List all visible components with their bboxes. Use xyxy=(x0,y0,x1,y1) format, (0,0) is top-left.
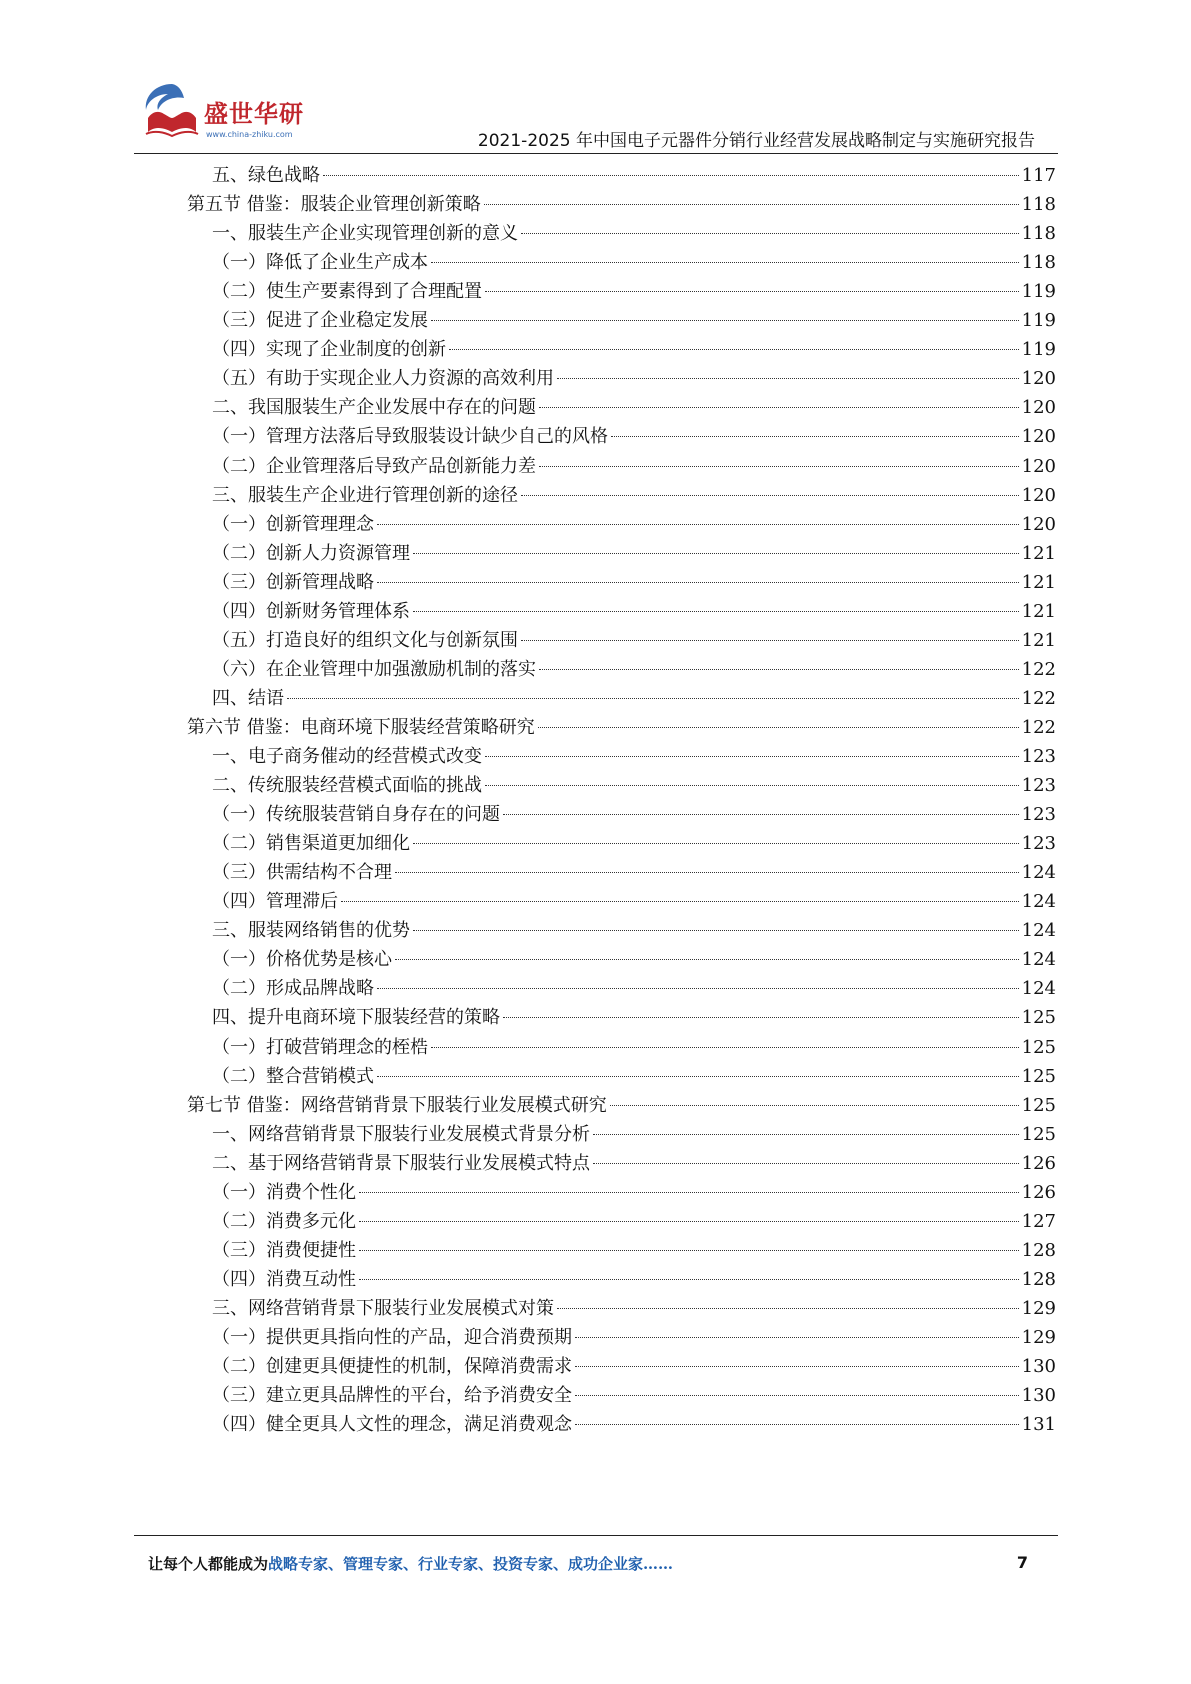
toc-dot-leader xyxy=(413,842,1019,844)
toc-entry-page: 130 xyxy=(1021,1385,1056,1407)
toc-entry[interactable] xyxy=(187,189,1056,220)
toc-entry[interactable] xyxy=(212,1322,1056,1353)
toc-entry-title: 四、提升电商环境下服装经营的策略 xyxy=(212,1007,500,1029)
toc-entry-title: （一）打破营销理念的桎梏 xyxy=(212,1036,428,1058)
toc-entry-page: 128 xyxy=(1021,1268,1056,1290)
toc-entry-page: 121 xyxy=(1021,571,1056,593)
toc-entry-title: 三、服装生产企业进行管理创新的途径 xyxy=(212,484,518,506)
toc-entry-title: （二）销售渠道更加细化 xyxy=(212,833,410,855)
toc-entry-title: （三）供需结构不合理 xyxy=(212,862,392,884)
toc-dot-leader xyxy=(359,1220,1019,1222)
toc-dot-leader xyxy=(485,290,1019,292)
toc-entry[interactable] xyxy=(212,1032,1056,1063)
toc-entry-title: 第五节 借鉴：服装企业管理创新策略 xyxy=(187,194,481,216)
toc-dot-leader xyxy=(377,1075,1019,1077)
footer-divider xyxy=(134,1535,1058,1536)
toc-dot-leader xyxy=(287,697,1019,699)
toc-entry-title: （一）传统服装营销自身存在的问题 xyxy=(212,804,500,826)
toc-entry[interactable] xyxy=(212,799,1056,830)
toc-entry[interactable] xyxy=(212,1177,1056,1208)
toc-dot-leader xyxy=(611,435,1019,437)
toc-entry-title: （三）创新管理战略 xyxy=(212,571,374,593)
toc-entry[interactable] xyxy=(212,828,1056,859)
toc-entry-title: 四、结语 xyxy=(212,687,284,709)
toc-entry-page: 127 xyxy=(1021,1210,1056,1232)
footer-motto-roles: 战略专家、管理专家、行业专家、投资专家、成功企业家…… xyxy=(268,1555,674,1573)
toc-entry-page: 120 xyxy=(1021,426,1056,448)
toc-entry-page: 125 xyxy=(1021,1007,1056,1029)
toc-dot-leader xyxy=(538,726,1019,728)
toc-entry-title: （一）管理方法落后导致服装设计缺少自己的风格 xyxy=(212,426,608,448)
logo-url: www.china-zhiku.com xyxy=(206,130,293,139)
toc-entry-page: 121 xyxy=(1021,600,1056,622)
toc-entry-title: （一）创新管理理念 xyxy=(212,513,374,535)
toc-dot-leader xyxy=(557,377,1019,379)
toc-entry-title: 二、传统服装经营模式面临的挑战 xyxy=(212,775,482,797)
toc-entry-page: 122 xyxy=(1021,716,1056,738)
toc-entry-title: 一、网络营销背景下服装行业发展模式背景分析 xyxy=(212,1123,590,1145)
page-number: 7 xyxy=(1016,1553,1028,1572)
toc-entry-title: （四）实现了企业制度的创新 xyxy=(212,339,446,361)
toc-dot-leader xyxy=(539,465,1019,467)
toc-entry-title: 三、网络营销背景下服装行业发展模式对策 xyxy=(212,1297,554,1319)
toc-entry[interactable] xyxy=(212,538,1056,569)
toc-entry[interactable] xyxy=(212,1061,1056,1092)
toc-entry-title: （二）整合营销模式 xyxy=(212,1065,374,1087)
toc-entry-title: 三、服装网络销售的优势 xyxy=(212,920,410,942)
toc-dot-leader xyxy=(377,523,1019,525)
toc-entry-page: 124 xyxy=(1021,949,1056,971)
toc-entry[interactable] xyxy=(212,857,1056,888)
toc-dot-leader xyxy=(431,261,1019,263)
toc-entry-title: （四）创新财务管理体系 xyxy=(212,600,410,622)
toc-dot-leader xyxy=(521,639,1019,641)
report-title: 2021-2025 年中国电子元器件分销行业经营发展战略制定与实施研究报告 xyxy=(477,131,1035,151)
footer-motto xyxy=(148,1553,673,1574)
toc-dot-leader xyxy=(539,406,1019,408)
toc-entry-page: 121 xyxy=(1021,629,1056,651)
toc-entry-title: （二）形成品牌战略 xyxy=(212,978,374,1000)
toc-entry-title: （一）降低了企业生产成本 xyxy=(212,252,428,274)
toc-dot-leader xyxy=(359,1249,1019,1251)
toc-entry[interactable] xyxy=(187,1090,1056,1121)
toc-dot-leader xyxy=(395,958,1019,960)
toc-entry-page: 126 xyxy=(1021,1152,1056,1174)
toc-entry[interactable] xyxy=(212,625,1056,656)
toc-entry[interactable] xyxy=(212,451,1056,482)
toc-entry[interactable] xyxy=(212,1380,1056,1411)
toc-dot-leader xyxy=(521,232,1019,234)
toc-entry[interactable] xyxy=(212,1206,1056,1237)
toc-entry[interactable] xyxy=(212,509,1056,540)
toc-dot-leader xyxy=(431,319,1019,321)
toc-entry[interactable] xyxy=(212,1002,1056,1033)
toc-dot-leader xyxy=(539,668,1019,670)
toc-entry-page: 120 xyxy=(1021,513,1056,535)
toc-entry[interactable] xyxy=(212,567,1056,598)
toc-entry-page: 125 xyxy=(1021,1036,1056,1058)
toc-entry-page: 120 xyxy=(1021,455,1056,477)
toc-entry-title: 五、绿色战略 xyxy=(212,165,320,186)
toc-entry-title: 一、服装生产企业实现管理创新的意义 xyxy=(212,223,518,245)
toc-entry[interactable] xyxy=(212,973,1056,1004)
company-logo xyxy=(138,80,338,150)
toc-entry[interactable] xyxy=(212,392,1056,423)
toc-entry-title: （五）打造良好的组织文化与创新氛围 xyxy=(212,629,518,651)
toc-entry[interactable] xyxy=(212,1351,1056,1382)
toc-entry-title: （三）消费便捷性 xyxy=(212,1239,356,1261)
toc-entry-title: （二）创新人力资源管理 xyxy=(212,542,410,564)
toc-entry-title: （四）管理滞后 xyxy=(212,891,338,913)
toc-entry-title: （二）创建更具便捷性的机制，保障消费需求 xyxy=(212,1356,572,1378)
toc-entry[interactable] xyxy=(212,1409,1056,1440)
toc-entry-title: （一）价格优势是核心 xyxy=(212,949,392,971)
toc-entry[interactable] xyxy=(212,1148,1056,1179)
toc-entry-page: 121 xyxy=(1021,542,1056,564)
logo-emblem-icon xyxy=(138,80,204,140)
toc-entry-title: （四）消费互动性 xyxy=(212,1268,356,1290)
toc-entry-page: 118 xyxy=(1021,223,1056,245)
toc-dot-leader xyxy=(485,755,1019,757)
logo-name: 盛世华研 xyxy=(204,100,304,128)
toc-entry-title: （二）使生产要素得到了合理配置 xyxy=(212,281,482,303)
toc-entry-page: 124 xyxy=(1021,978,1056,1000)
toc-dot-leader xyxy=(575,1394,1019,1396)
toc-entry-page: 129 xyxy=(1021,1327,1056,1348)
toc-entry-page: 122 xyxy=(1021,687,1056,709)
toc-dot-leader xyxy=(341,900,1019,902)
toc-entry-page: 122 xyxy=(1021,658,1056,680)
toc-entry[interactable] xyxy=(187,712,1056,743)
toc-dot-leader xyxy=(503,1016,1019,1018)
toc-dot-leader xyxy=(359,1191,1019,1193)
toc-entry[interactable] xyxy=(212,1235,1056,1266)
toc-entry[interactable] xyxy=(212,363,1056,394)
toc-entry-page: 123 xyxy=(1021,746,1056,767)
toc-entry[interactable] xyxy=(212,218,1056,249)
toc-entry[interactable] xyxy=(212,915,1056,946)
header-divider xyxy=(134,153,1058,154)
toc-dot-leader xyxy=(413,552,1019,554)
toc-dot-leader xyxy=(503,813,1019,815)
toc-entry[interactable] xyxy=(212,683,1056,714)
toc-dot-leader xyxy=(323,174,1019,176)
toc-entry-page: 124 xyxy=(1021,862,1056,884)
toc-entry[interactable] xyxy=(212,886,1056,917)
toc-dot-leader xyxy=(485,784,1019,786)
toc-entry-page: 128 xyxy=(1021,1239,1056,1261)
toc-entry-title: 第六节 借鉴：电商环境下服装经营策略研究 xyxy=(187,716,535,738)
toc-dot-leader xyxy=(449,348,1019,350)
toc-entry-title: （四）健全更具人文性的理念，满足消费观念 xyxy=(212,1414,572,1436)
toc-entry-page: 119 xyxy=(1021,339,1056,361)
toc-entry-page: 123 xyxy=(1021,833,1056,855)
toc-entry[interactable] xyxy=(212,480,1056,511)
toc-dot-leader xyxy=(377,987,1019,989)
toc-entry-page: 120 xyxy=(1021,397,1056,419)
toc-entry[interactable] xyxy=(212,944,1056,975)
toc-entry-title: 二、基于网络营销背景下服装行业发展模式特点 xyxy=(212,1152,590,1174)
toc-entry[interactable] xyxy=(212,1264,1056,1295)
toc-entry[interactable] xyxy=(212,276,1056,307)
toc-entry-title: （一）提供更具指向性的产品，迎合消费预期 xyxy=(212,1327,572,1348)
toc-entry[interactable] xyxy=(212,596,1056,627)
footer-motto-prefix: 让每个人都能成为 xyxy=(148,1555,269,1573)
toc-entry-page: 124 xyxy=(1021,920,1056,942)
toc-entry-page: 131 xyxy=(1021,1414,1056,1436)
toc-entry-title: （五）有助于实现企业人力资源的高效利用 xyxy=(212,368,554,390)
toc-dot-leader xyxy=(413,610,1019,612)
toc-dot-leader xyxy=(575,1423,1019,1425)
toc-entry-page: 123 xyxy=(1021,804,1056,826)
toc-entry[interactable] xyxy=(212,1119,1056,1150)
toc-dot-leader xyxy=(377,581,1019,583)
toc-entry-title: 一、电子商务催动的经营模式改变 xyxy=(212,746,482,767)
toc-entry-title: （三）促进了企业稳定发展 xyxy=(212,310,428,332)
toc-entry-page: 123 xyxy=(1021,775,1056,797)
toc-dot-leader xyxy=(484,203,1019,205)
toc-dot-leader xyxy=(431,1046,1019,1048)
toc-entry[interactable] xyxy=(212,421,1056,452)
toc-entry-title: 二、我国服装生产企业发展中存在的问题 xyxy=(212,397,536,419)
toc-entry-page: 129 xyxy=(1021,1297,1056,1319)
toc-dot-leader xyxy=(575,1365,1019,1367)
toc-entry[interactable] xyxy=(212,770,1056,801)
toc-entry-page: 118 xyxy=(1021,194,1056,216)
toc-entry[interactable] xyxy=(212,305,1056,336)
page-header xyxy=(0,0,1191,160)
toc-entry[interactable] xyxy=(212,160,1056,191)
toc-dot-leader xyxy=(521,494,1019,496)
toc-entry-page: 120 xyxy=(1021,484,1056,506)
toc-dot-leader xyxy=(575,1336,1019,1338)
toc-entry-page: 125 xyxy=(1021,1094,1056,1116)
toc-entry-title: （六）在企业管理中加强激励机制的落实 xyxy=(212,658,536,680)
toc-entry-title: （二）企业管理落后导致产品创新能力差 xyxy=(212,455,536,477)
toc-entry[interactable] xyxy=(212,654,1056,685)
toc-entry-page: 130 xyxy=(1021,1356,1056,1378)
toc-dot-leader xyxy=(557,1307,1019,1309)
toc-entry-title: （三）建立更具品牌性的平台，给予消费安全 xyxy=(212,1385,572,1407)
toc-entry-page: 126 xyxy=(1021,1181,1056,1203)
toc-entry[interactable] xyxy=(212,247,1056,278)
toc-dot-leader xyxy=(593,1162,1019,1164)
toc-entry[interactable] xyxy=(212,1293,1056,1324)
toc-entry-title: （一）消费个性化 xyxy=(212,1181,356,1203)
toc-dot-leader xyxy=(359,1278,1019,1280)
toc-entry-title: 第七节 借鉴：网络营销背景下服装行业发展模式研究 xyxy=(187,1094,607,1116)
toc-entry[interactable] xyxy=(212,334,1056,365)
toc-entry-page: 119 xyxy=(1021,281,1056,303)
page-footer xyxy=(148,1553,1028,1579)
toc-entry-page: 125 xyxy=(1021,1065,1056,1087)
toc-entry-page: 119 xyxy=(1021,310,1056,332)
toc-dot-leader xyxy=(413,929,1019,931)
toc-entry-page: 118 xyxy=(1021,252,1056,274)
toc-entry-page: 124 xyxy=(1021,891,1056,913)
toc-dot-leader xyxy=(610,1104,1019,1106)
toc-dot-leader xyxy=(593,1133,1019,1135)
toc-entry-page: 120 xyxy=(1021,368,1056,390)
toc-entry-page: 125 xyxy=(1021,1123,1056,1145)
toc-entry[interactable] xyxy=(212,741,1056,772)
toc-entry-page: 117 xyxy=(1021,165,1056,186)
toc-entry-title: （二）消费多元化 xyxy=(212,1210,356,1232)
toc-dot-leader xyxy=(395,871,1019,873)
